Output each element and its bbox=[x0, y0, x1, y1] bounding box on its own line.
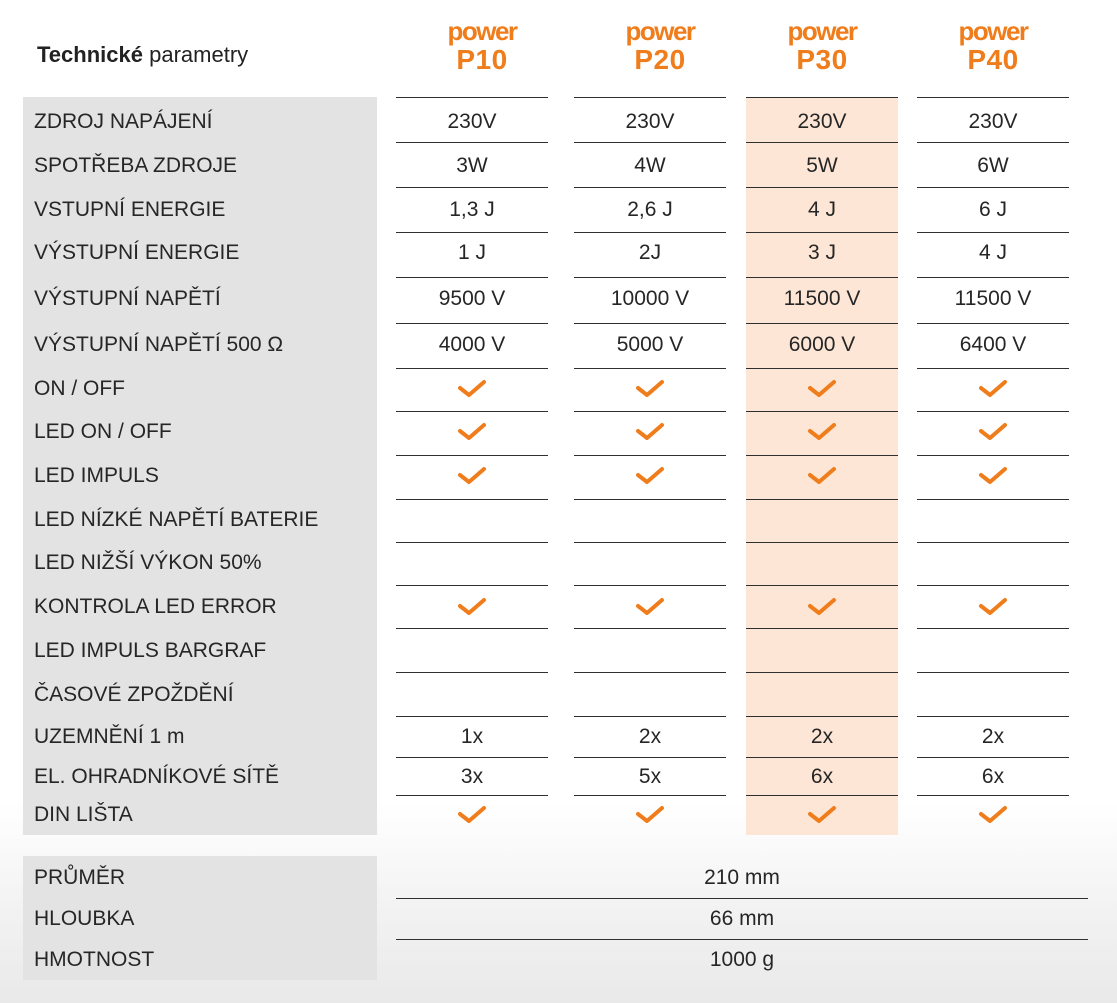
row-divider bbox=[917, 232, 1069, 233]
row-divider bbox=[574, 795, 726, 796]
row-divider bbox=[396, 411, 548, 412]
row-divider bbox=[396, 939, 1088, 940]
row-divider bbox=[574, 232, 726, 233]
row-label: HLOUBKA bbox=[34, 907, 135, 930]
row-label: PRŮMĚR bbox=[34, 866, 126, 889]
row-divider bbox=[917, 455, 1069, 456]
row-label: DIN LIŠTA bbox=[34, 803, 133, 826]
model-code: P40 bbox=[967, 44, 1019, 75]
checkmark-icon bbox=[978, 466, 1008, 486]
row-divider bbox=[396, 499, 548, 500]
row-divider bbox=[396, 232, 548, 233]
row-divider bbox=[396, 142, 548, 143]
row-divider bbox=[574, 542, 726, 543]
row-label: LED NIŽŠÍ VÝKON 50% bbox=[34, 551, 262, 574]
row-divider bbox=[746, 795, 898, 796]
row-divider bbox=[917, 672, 1069, 673]
row-divider bbox=[396, 716, 548, 717]
value-cell: 2x bbox=[638, 725, 662, 748]
checkmark-icon bbox=[807, 422, 837, 442]
row-divider bbox=[396, 187, 548, 188]
model-code: P10 bbox=[456, 44, 508, 75]
model-brand: power bbox=[958, 16, 1028, 46]
row-divider bbox=[574, 455, 726, 456]
row-divider bbox=[746, 757, 898, 758]
row-divider bbox=[574, 585, 726, 586]
row-divider bbox=[917, 142, 1069, 143]
row-divider bbox=[396, 757, 548, 758]
row-divider bbox=[396, 672, 548, 673]
row-divider bbox=[746, 323, 898, 324]
checkmark-icon bbox=[457, 597, 487, 617]
value-cell: 4 J bbox=[807, 198, 836, 221]
row-label: UZEMNĚNÍ 1 m bbox=[34, 725, 185, 748]
row-divider bbox=[746, 716, 898, 717]
row-divider bbox=[917, 97, 1069, 98]
row-label: LED ON / OFF bbox=[34, 420, 172, 443]
row-divider bbox=[574, 142, 726, 143]
page-title bbox=[37, 42, 248, 68]
row-divider bbox=[396, 455, 548, 456]
model-header-p40 bbox=[907, 18, 1079, 74]
checkmark-icon bbox=[635, 466, 665, 486]
value-cell: 3x bbox=[460, 765, 484, 788]
value-cell: 11500 V bbox=[783, 287, 861, 310]
model-brand: power bbox=[787, 16, 857, 46]
row-divider bbox=[746, 187, 898, 188]
row-divider bbox=[746, 455, 898, 456]
row-label: ČASOVÉ ZPOŽDĚNÍ bbox=[34, 683, 234, 706]
row-divider bbox=[917, 187, 1069, 188]
row-label: KONTROLA LED ERROR bbox=[34, 595, 277, 618]
value-cell: 6x bbox=[810, 765, 834, 788]
value-cell: 230V bbox=[797, 110, 847, 133]
row-divider bbox=[574, 757, 726, 758]
checkmark-icon bbox=[457, 805, 487, 825]
checkmark-icon bbox=[807, 466, 837, 486]
row-divider bbox=[574, 672, 726, 673]
row-divider bbox=[396, 795, 548, 796]
row-divider bbox=[917, 499, 1069, 500]
row-label: ON / OFF bbox=[34, 377, 125, 400]
row-divider bbox=[746, 97, 898, 98]
value-cell: 6400 V bbox=[959, 333, 1027, 356]
row-label: VSTUPNÍ ENERGIE bbox=[34, 198, 226, 221]
row-label: EL. OHRADNÍKOVÉ SÍTĚ bbox=[34, 765, 280, 788]
value-cell: 1,3 J bbox=[449, 198, 495, 221]
value-cell: 2x bbox=[981, 725, 1005, 748]
checkmark-icon bbox=[635, 422, 665, 442]
row-divider bbox=[917, 716, 1069, 717]
row-divider bbox=[917, 757, 1069, 758]
model-code: P30 bbox=[796, 44, 848, 75]
checkmark-icon bbox=[457, 466, 487, 486]
row-divider bbox=[574, 411, 726, 412]
title-bold: Technické bbox=[37, 42, 143, 67]
checkmark-icon bbox=[635, 597, 665, 617]
checkmark-icon bbox=[635, 805, 665, 825]
value-cell: 3W bbox=[456, 154, 488, 177]
row-divider bbox=[746, 411, 898, 412]
row-divider bbox=[396, 585, 548, 586]
spanning-value-cell: 66 mm bbox=[709, 907, 775, 930]
model-header-p10 bbox=[396, 18, 568, 74]
row-divider bbox=[396, 898, 1088, 899]
checkmark-icon bbox=[978, 422, 1008, 442]
row-divider bbox=[917, 411, 1069, 412]
value-cell: 6 J bbox=[978, 198, 1007, 221]
model-header-p20 bbox=[574, 18, 746, 74]
row-divider bbox=[396, 97, 548, 98]
checkmark-icon bbox=[457, 379, 487, 399]
value-cell: 1 J bbox=[457, 241, 486, 264]
checkmark-icon bbox=[457, 422, 487, 442]
row-divider bbox=[396, 368, 548, 369]
checkmark-icon bbox=[978, 379, 1008, 399]
value-cell: 3 J bbox=[807, 241, 836, 264]
row-divider bbox=[574, 187, 726, 188]
value-cell: 4000 V bbox=[438, 333, 506, 356]
checkmark-icon bbox=[807, 805, 837, 825]
row-label: SPOTŘEBA ZDROJE bbox=[34, 154, 238, 177]
value-cell: 11500 V bbox=[954, 287, 1032, 310]
row-divider bbox=[917, 277, 1069, 278]
row-divider bbox=[746, 368, 898, 369]
row-divider bbox=[396, 542, 548, 543]
row-divider bbox=[574, 716, 726, 717]
row-divider bbox=[396, 628, 548, 629]
value-cell: 10000 V bbox=[610, 287, 690, 310]
spanning-value-cell: 1000 g bbox=[709, 948, 775, 971]
value-cell: 2x bbox=[810, 725, 834, 748]
row-divider bbox=[396, 323, 548, 324]
row-divider bbox=[746, 542, 898, 543]
value-cell: 4 J bbox=[978, 241, 1007, 264]
row-divider bbox=[746, 277, 898, 278]
model-code: P20 bbox=[634, 44, 686, 75]
value-cell: 1x bbox=[460, 725, 484, 748]
row-divider bbox=[917, 585, 1069, 586]
value-cell: 2,6 J bbox=[627, 198, 673, 221]
row-divider bbox=[574, 368, 726, 369]
row-label: LED NÍZKÉ NAPĚTÍ BATERIE bbox=[34, 508, 319, 531]
row-divider bbox=[746, 628, 898, 629]
value-cell: 5000 V bbox=[616, 333, 684, 356]
value-cell: 6000 V bbox=[788, 333, 856, 356]
model-brand: power bbox=[625, 16, 695, 46]
value-cell: 230V bbox=[968, 110, 1018, 133]
checkmark-icon bbox=[635, 379, 665, 399]
model-header-p30 bbox=[736, 18, 908, 74]
row-divider bbox=[574, 499, 726, 500]
value-cell: 4W bbox=[634, 154, 666, 177]
checkmark-icon bbox=[978, 597, 1008, 617]
row-divider bbox=[574, 97, 726, 98]
row-label: VÝSTUPNÍ NAPĚTÍ bbox=[34, 287, 221, 310]
row-divider bbox=[917, 368, 1069, 369]
checkmark-icon bbox=[807, 379, 837, 399]
checkmark-icon bbox=[807, 597, 837, 617]
row-divider bbox=[746, 672, 898, 673]
value-cell: 230V bbox=[625, 110, 675, 133]
row-label: ZDROJ NAPÁJENÍ bbox=[34, 110, 213, 133]
row-divider bbox=[917, 795, 1069, 796]
row-divider bbox=[917, 542, 1069, 543]
spanning-value-cell: 210 mm bbox=[704, 866, 780, 889]
value-cell: 6x bbox=[981, 765, 1005, 788]
value-cell: 2J bbox=[638, 241, 662, 264]
row-label: VÝSTUPNÍ ENERGIE bbox=[34, 241, 240, 264]
row-divider bbox=[396, 277, 548, 278]
row-divider bbox=[917, 628, 1069, 629]
row-divider bbox=[574, 323, 726, 324]
value-cell: 5W bbox=[806, 154, 838, 177]
row-divider bbox=[746, 499, 898, 500]
row-divider bbox=[746, 232, 898, 233]
title-rest: parametry bbox=[149, 42, 249, 67]
value-cell: 9500 V bbox=[438, 287, 506, 310]
row-label: HMOTNOST bbox=[34, 948, 155, 971]
row-label: LED IMPULS bbox=[34, 464, 159, 487]
model-brand: power bbox=[447, 16, 517, 46]
row-divider bbox=[574, 277, 726, 278]
row-divider bbox=[574, 628, 726, 629]
row-divider bbox=[746, 142, 898, 143]
row-divider bbox=[917, 323, 1069, 324]
row-label: VÝSTUPNÍ NAPĚTÍ 500 Ω bbox=[34, 333, 284, 356]
value-cell: 6W bbox=[977, 154, 1009, 177]
value-cell: 5x bbox=[638, 765, 662, 788]
row-divider bbox=[746, 585, 898, 586]
value-cell: 230V bbox=[447, 110, 497, 133]
checkmark-icon bbox=[978, 805, 1008, 825]
row-label: LED IMPULS BARGRAF bbox=[34, 639, 267, 662]
